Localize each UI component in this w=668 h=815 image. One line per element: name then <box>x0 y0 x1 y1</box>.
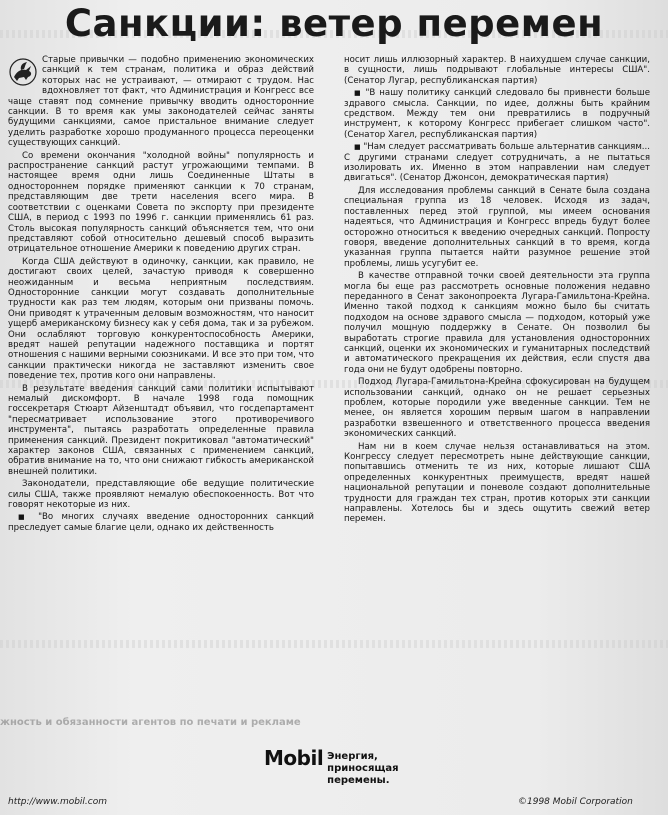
quote-paragraph <box>344 142 650 184</box>
paragraph: Подход Лугара-Гамильтона-Крейна сфокусирован на будущем использовании санкций, однако он не решает серьезных проблем, которые породили уже введенные санкции. Тем не менее, он является хорошим первым шагом в направлении разработки взвешенного и ответственного процесса введения экономических санкций. <box>344 377 650 440</box>
footer-url: http://www.mobil.com <box>8 797 108 807</box>
paragraph: Нам ни в коем случае нельзя останавливаться на этом. Конгрессу следует пересмотреть ныне действующие санкции, попытавшись отменить те из них, которые лишают США определенных конкурентных преимуществ, вредят нашей национальной репутации и поневоле создают дополнительные трудности для граждан тех стран, против которых эти санкции направлены. Хотелось бы и здесь ощутить свежий ветер перемен. <box>344 441 650 525</box>
quote-paragraph <box>344 88 650 140</box>
pegasus-icon <box>8 57 38 87</box>
square-bullet-icon: ■ <box>354 143 364 152</box>
left-column <box>8 55 314 535</box>
square-bullet-icon: ■ <box>354 89 366 98</box>
quote-text: "В нашу политику санкций следовало бы привнести больше здравого смысла. Санкции, по идее, должны быть крайним средством. Между тем они превратились в подручный инструмент, к которому Конгресс прибегает слишком часто". (Сенатор Хагел, республиканская партия) <box>344 88 651 140</box>
paragraph: носит лишь иллюзорный характер. В наихудшем случае санкции, в сущности, лишь подрывают глобальные интересы США". (Сенатор Лугар, республиканская партия) <box>344 55 650 86</box>
paragraph: Законодатели, представляющие обе ведущие политические силы США, также проявляют немалую обеспокоенность. Вот что говорят некоторые из них. <box>8 479 314 511</box>
square-bullet-icon: ■ <box>18 513 39 522</box>
quote-text: "Нам следует рассматривать больше альтернатив санкциям... С другими странами следует сотрудничать, а не пытаться изолировать их. Именно в этом направлении нам следует двигаться". (Сенатор Джонсон, демократическая партия) <box>344 142 651 184</box>
mobil-tagline <box>327 751 464 787</box>
bleed-through-text: жность и обязанности агентов по печати и рекламе <box>0 717 301 728</box>
paragraph: Для исследования проблемы санкций в Сенате была создана специальная группа из 18 человек. Исходя из задач, поставленных перед этой группой, мы имеем основания надеяться, что Администрация и Конгресс впредь будут более осторожно относиться к введению очередных санкций. Попросту говоря, введение дополнительных санкций в то время, когда указанная группа пытается найти разумное решение этой проблемы, лишь усугубит ее. <box>344 185 650 269</box>
mobil-ad-signature <box>264 747 464 787</box>
quote-text: "Во многих случаях введение односторонних санкций преследует самые благие цели, однако их действенность <box>8 512 315 533</box>
show-through-band <box>0 640 668 648</box>
mobil-logo: Mobil <box>264 746 324 770</box>
paragraph: Со времени окончания "холодной войны" популярность и распространение санкций растут угрожающими темпами. В настоящее время одни лишь Соединенные Штаты в одностороннем порядке применяют санкции к 70 странам, представляющим две трети населения всего мира. В соответствии с оценками Совета по экспорту при президенте США, в период с 1993 по 1996 г. санкции применялись 61 раз. Столь высокая популярность санкций объясняется тем, что они представляют собой относительно дешевый способ выразить отрицательное отношение Америки к поведению других стран. <box>8 150 314 255</box>
right-column <box>344 55 650 527</box>
footer-copyright: ©1998 Mobil Corporation <box>518 797 633 807</box>
paragraph: Когда США действуют в одиночку, санкции, как правило, не достигают своих целей, зачастую приводя к совершенно неожиданным и весьма неприятным последствиям. Односторонние санкции могут создавать дополнительные трудности как раз тем людям, которым они призваны помочь. Они приводят к утраченным деловым возможностям, что наносит ущерб американскому бизнесу как у себя дома, так и за рубежом. Они ослабляют торговую конкурентоспособность Америки, вредят нашей репутации надежного поставщика и портят отношения с нашими верными союзниками. И все это при том, что санкции практически никогда не заставляют изменить свое поведение тех, против кого они направлены. <box>8 256 314 382</box>
paragraph: Старые привычки — подобно применению экономических санкций к тем странам, политика и образ действий которых нас не устраивают, — отмирают с трудом. Нас вдохновляет тот факт, что Администрация и Конгресс все чаще ставят под сомнение привычку вводить односторонние санкции. В то время как умы законодателей сейчас заняты будущими санкциями, самое пристальное внимание следует уделить разработке хорошо продуманного процесса переоценки существующих санкций. <box>8 55 314 149</box>
tagline-line-1: Энергия, <box>327 751 378 762</box>
paragraph: В результате введения санкций сами политики испытывают немалый дискомфорт. В начале 1998 года помощник госсекретаря Стюарт Айзенштадт объявил, что госдепартамент "пересматривает использование этого противоречивого инструмента", пытаясь разработать определенные правила применения санкций. Президент покритиковал "автоматический" характер законов США, связанных с применением санкций, обратив внимание на то, что они снижают гибкость американской внешней политики. <box>8 383 314 477</box>
tagline-line-2: приносящая перемены. <box>327 763 399 786</box>
paragraph: В качестве отправной точки своей деятельности эта группа могла бы еще раз рассмотреть основные положения недавно переданного в Сенат законопроекта Лугара-Гамильтона-Крейна. Именно такой подход к санкциям можно было бы считать подходом на основе здравого смысла — подходом, который уже получил мощную поддержку в Сенате. Он позволил бы выработать строгие правила для установления односторонних санкций, оценки их экономических и гуманитарных последствий и автоматического прекращения их действия, если спустя два года они не будут одобрены повторно. <box>344 271 650 375</box>
quote-paragraph <box>8 512 314 533</box>
article-title: Санкции: ветер перемен <box>64 2 604 45</box>
